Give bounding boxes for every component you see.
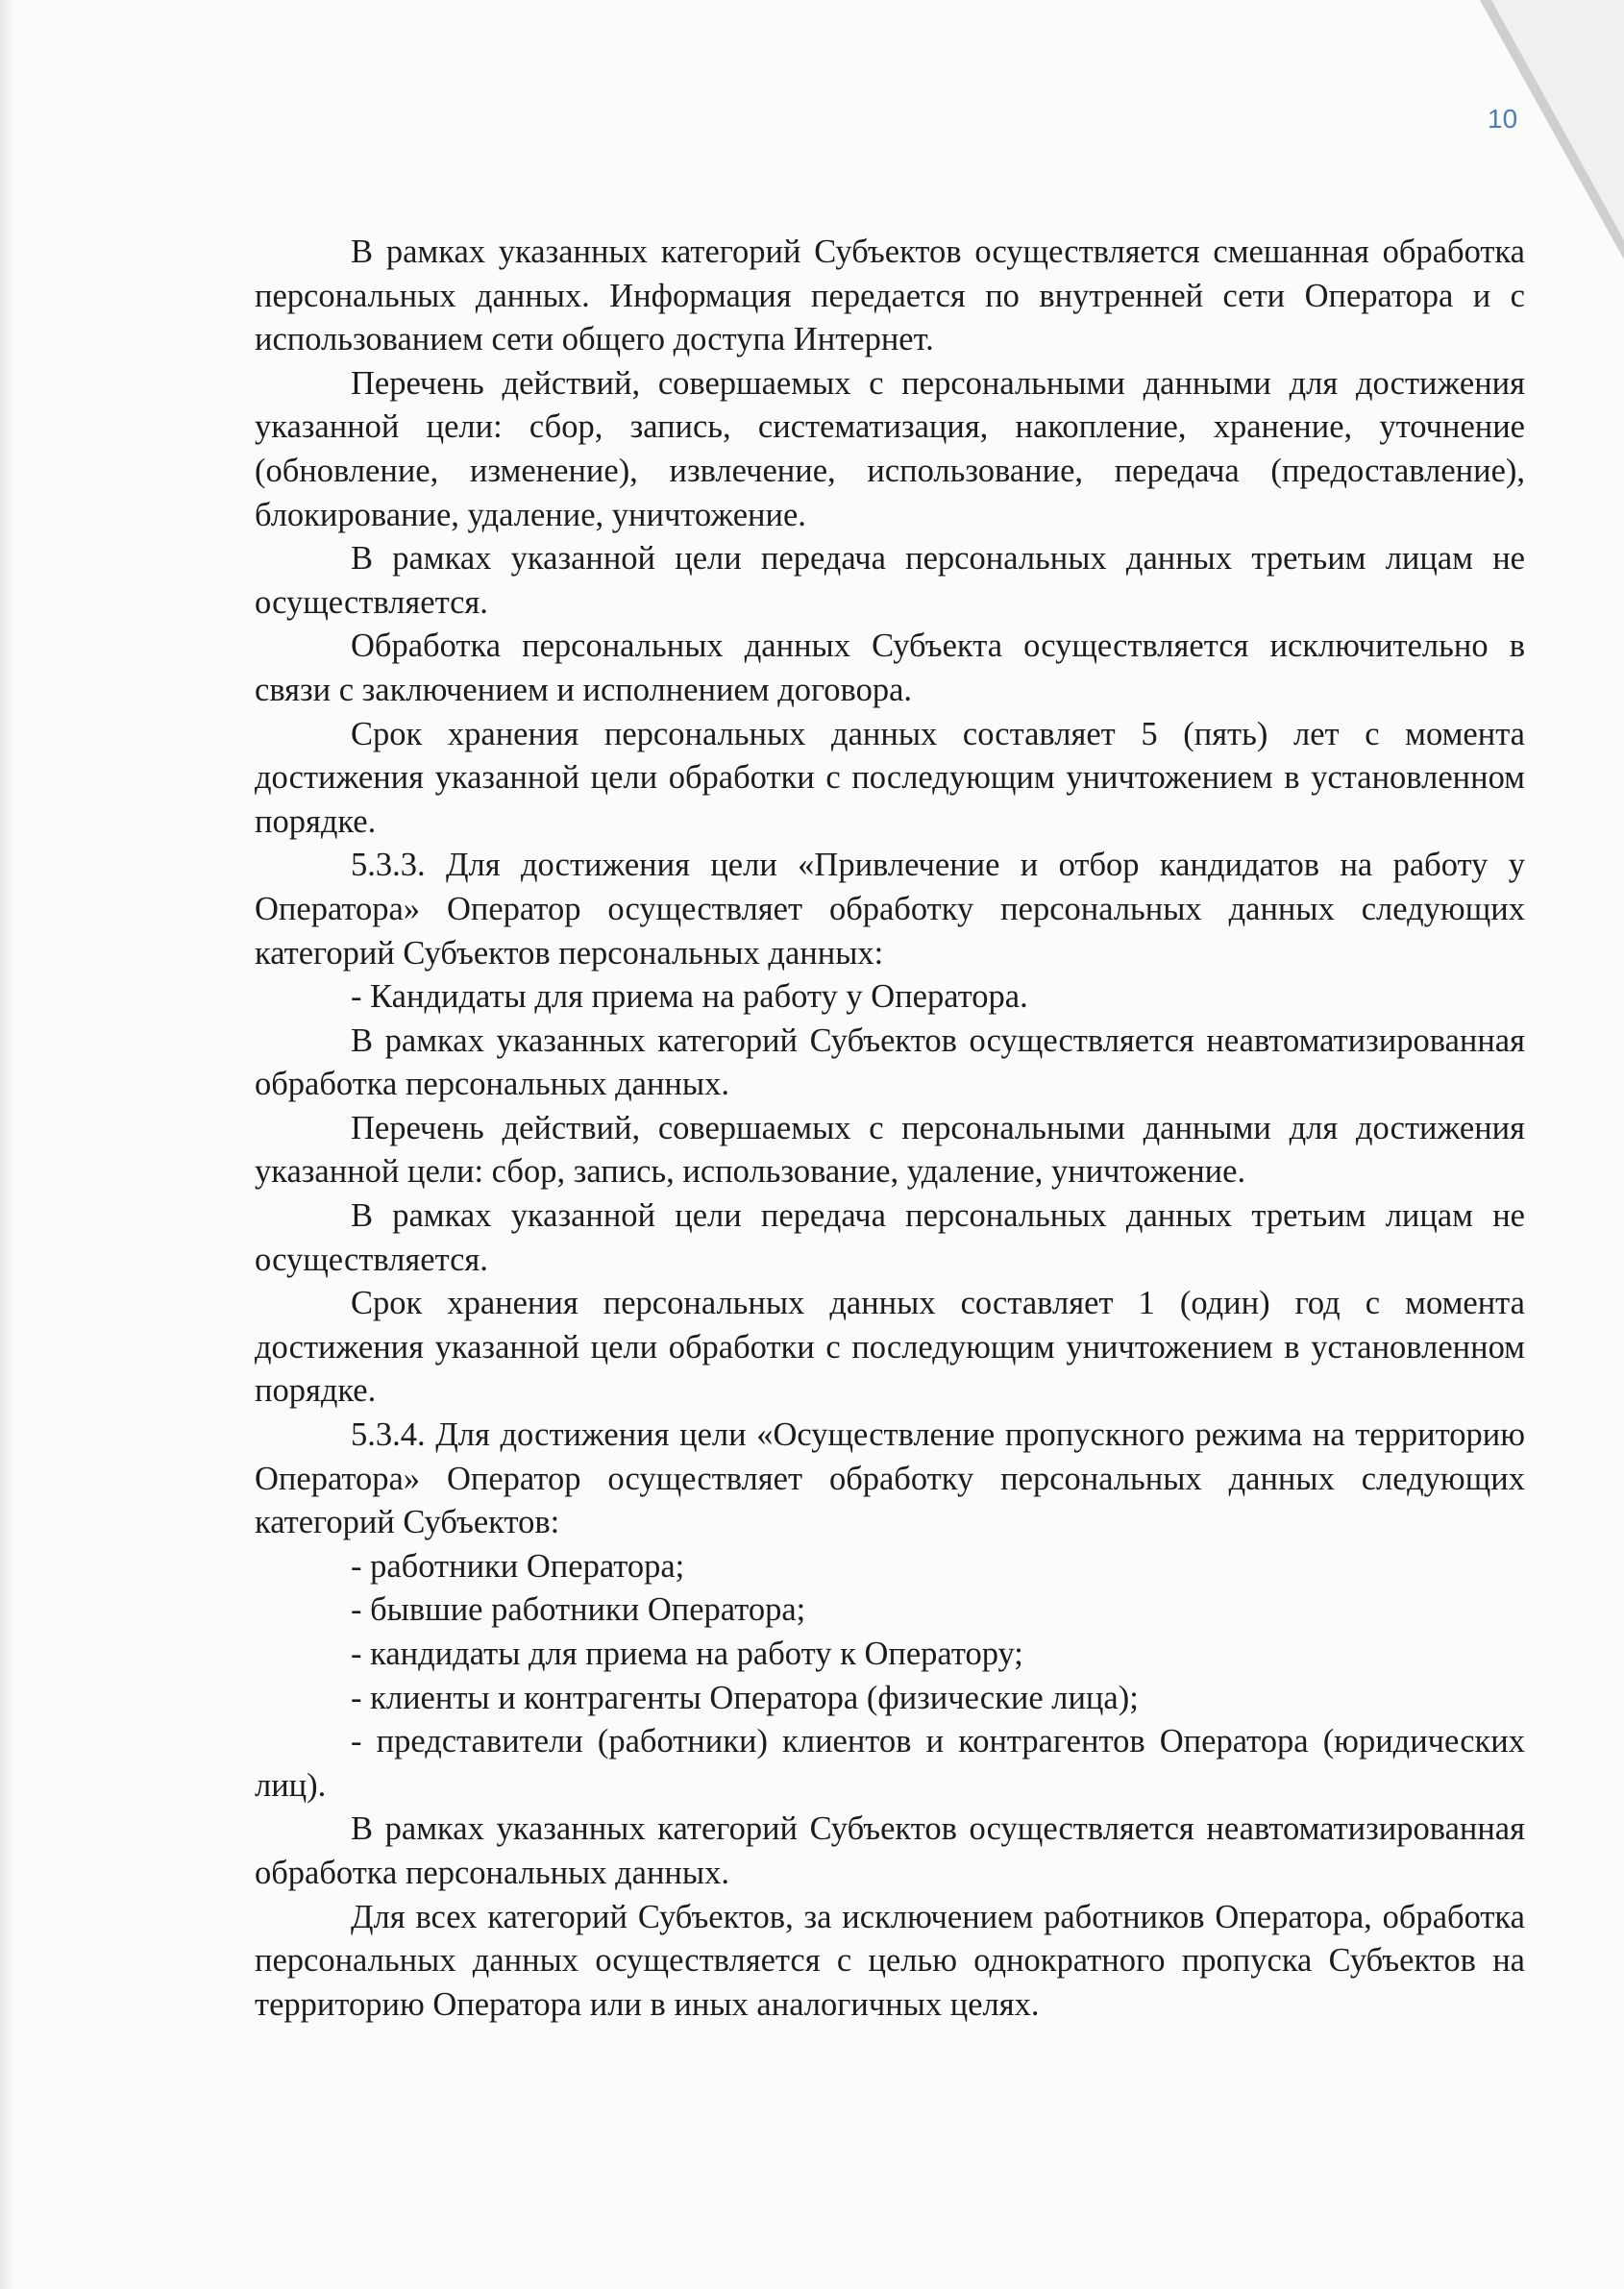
- paragraph: Для всех категорий Субъектов, за исключением работников Оператора, обработка персональных данных осуществляется с целью однократного пропуска Субъектов на территорию Оператора или в иных аналогичных целях.: [255, 1898, 1525, 2023]
- section-5-3-4: 5.3.4. Для достижения цели «Осуществление пропускного режима на территорию Оператора» Оператор осуществляет обработку персональных данных следующих категорий Субъектов:: [255, 1416, 1525, 1541]
- paragraph: Перечень действий, совершаемых с персональными данными для достижения указанной цели: сбор, запись, использование, удаление, уничтожение.: [255, 1109, 1525, 1191]
- section-5-3-3: 5.3.3. Для достижения цели «Привлечение и отбор кандидатов на работу у Оператора» Оператор осуществляет обработку персональных данных следующих категорий Субъектов персональных данных:: [255, 847, 1525, 972]
- paragraph: В рамках указанной цели передача персональных данных третьим лицам не осуществляется.: [255, 1197, 1525, 1278]
- paragraph: Срок хранения персональных данных составляет 5 (пять) лет с момента достижения указанной цели обработки с последующим уничтожением в установленном порядке.: [255, 715, 1525, 840]
- document-body: [255, 231, 1525, 2027]
- list-item: - работники Оператора;: [351, 1547, 685, 1585]
- paragraph: В рамках указанных категорий Субъектов осуществляется неавтоматизированная обработка персональных данных.: [255, 1021, 1525, 1103]
- paragraph: Перечень действий, совершаемых с персональными данными для достижения указанной цели: сбор, запись, систематизация, накопление, хранение, уточнение (обновление, изменение), извлечение, использование, передача (предоставление), блокирование, удаление, уничтожение.: [255, 364, 1525, 533]
- paragraph: В рамках указанных категорий Субъектов осуществляется неавтоматизированная обработка персональных данных.: [255, 1810, 1525, 1891]
- paragraph: Обработка персональных данных Субъекта осуществляется исключительно в связи с заключением и исполнением договора.: [255, 628, 1525, 708]
- list-item: - представители (работники) клиентов и контрагентов Оператора (юридических лиц).: [255, 1723, 1525, 1804]
- list-item: - бывшие работники Оператора;: [351, 1591, 806, 1629]
- list-item: - клиенты и контрагенты Оператора (физические лица);: [351, 1679, 1139, 1716]
- list-item: - кандидаты для приема на работу к Оператору;: [351, 1636, 1023, 1672]
- scan-edge: [0, 0, 13, 2289]
- paragraph: В рамках указанных категорий Субъектов осуществляется смешанная обработка персональных данных. Информация передается по внутренней сети Оператора и с использованием сети общего доступа Интернет.: [255, 234, 1525, 358]
- list-item: - Кандидаты для приема на работу у Оператора.: [351, 978, 1028, 1016]
- page-number: 10: [1488, 104, 1518, 134]
- paragraph: В рамках указанной цели передача персональных данных третьим лицам не осуществляется.: [255, 540, 1525, 621]
- paragraph: Срок хранения персональных данных составляет 1 (один) год с момента достижения указанной цели обработки с последующим уничтожением в установленном порядке.: [255, 1285, 1525, 1410]
